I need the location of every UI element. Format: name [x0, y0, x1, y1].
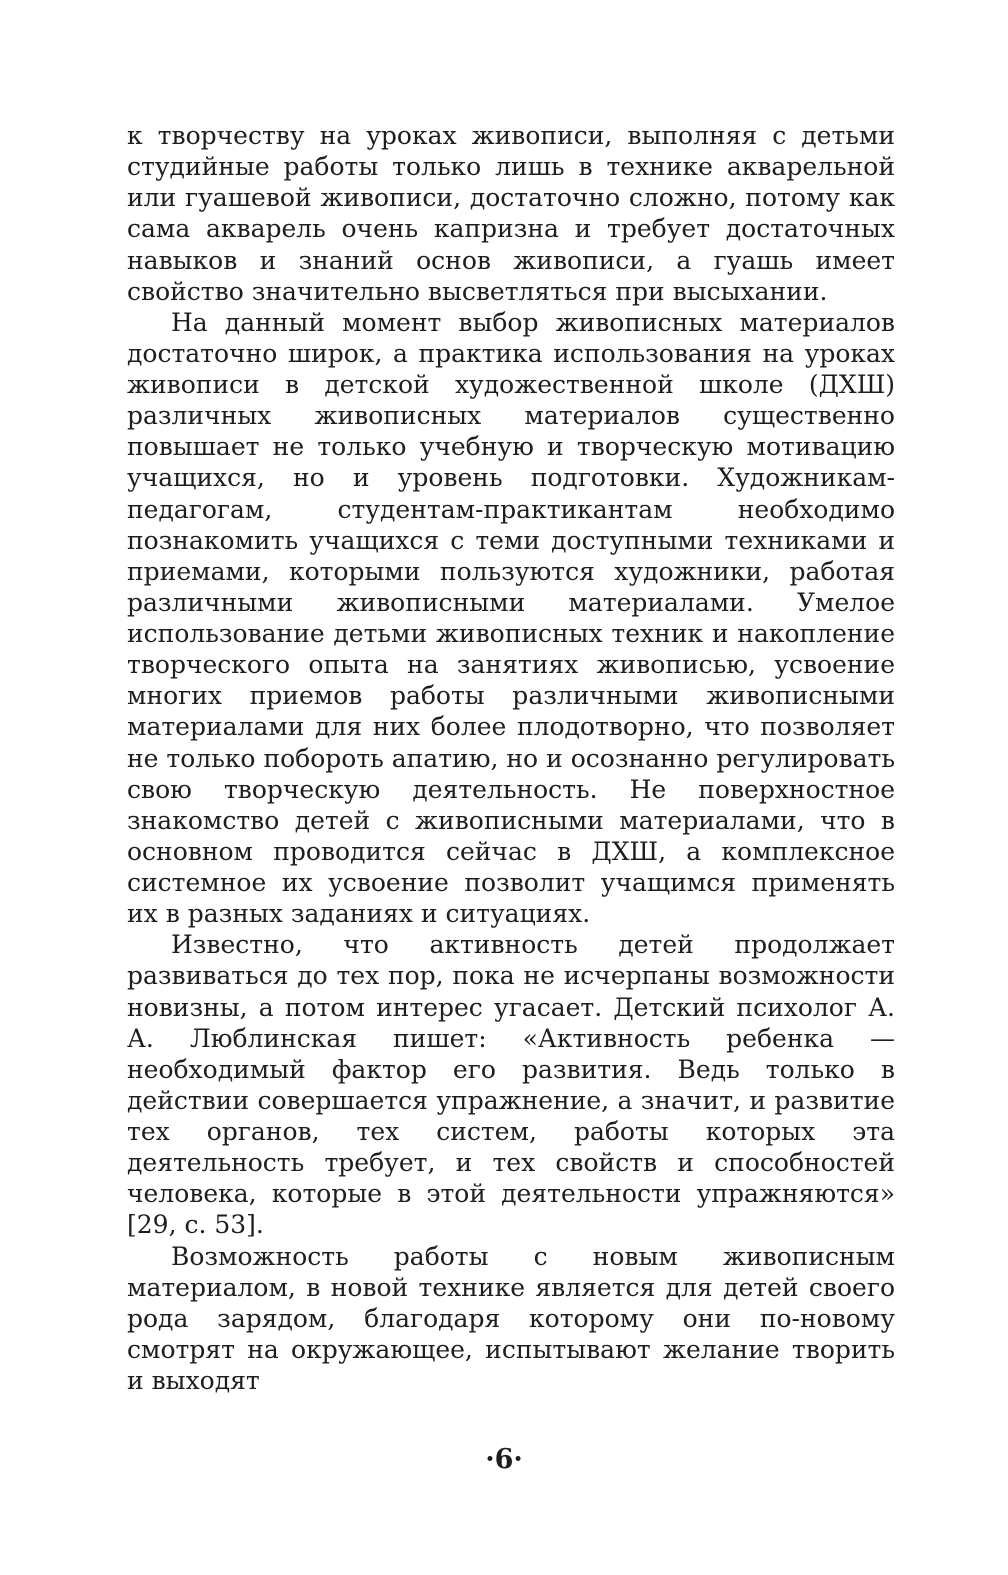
paragraph-4: Возможность работы с новым живописным материалом, в новой технике является для детей своего рода зарядом, благодаря которому они по-новому смотрят на окружающее, испытывают желание творить и выходят [127, 1241, 895, 1395]
paragraph-3: Известно, что активность детей продолжает развиваться до тех пор, пока не исчерпаны возможности новизны, а потом интерес угасает. Детский психолог А. А. Люблинская пишет: «Активность ребенка — необходимый фактор его развития. Ведь только в действии совершается упражнение, а значит, и развитие тех органов, тех систем, работы которых эта деятельность требует, и тех свойств и способностей человека, которые в этой деятельности упражняются» [29, с. 53]. [127, 930, 895, 1240]
paragraph-2: На данный момент выбор живописных материалов достаточно широк, а практика использования на уроках живописи в детской художественной школе (ДХШ) различных живописных материалов существенно повышает не только учебную и творческую мотивацию учащихся, но и уровень подготовки. Художникам-педагогам, студентам-практикантам необходимо познакомить учащихся с теми доступными техниками и приемами, которыми пользуются художники, работая различными живописными материалами. Умелое использование детьми живописных техник и накопление творческого опыта на занятиях живописью, усвоение многих приемов работы различными живописными материалами для них более плодотворно, что позволяет не только побороть апатию, но и осознанно регулировать свою творческую деятельность. Не поверхностное знакомство детей с живописными материалами, что в основном проводится сейчас в ДХШ, а комплексное системное их усвоение позволит учащимся применять их в разных заданиях и ситуациях. [127, 307, 895, 929]
paragraph-1: к творчеству на уроках живописи, выполняя с детьми студийные работы только лишь в технике акварельной или гуашевой живописи, достаточно сложно, потому как сама акварель очень капризна и требует достаточных навыков и знаний основ живописи, а гуашь имеет свойство значительно высветляться при высыхании. [127, 121, 895, 306]
body-text [127, 120, 895, 1396]
page-number: ·6· [485, 1444, 523, 1475]
